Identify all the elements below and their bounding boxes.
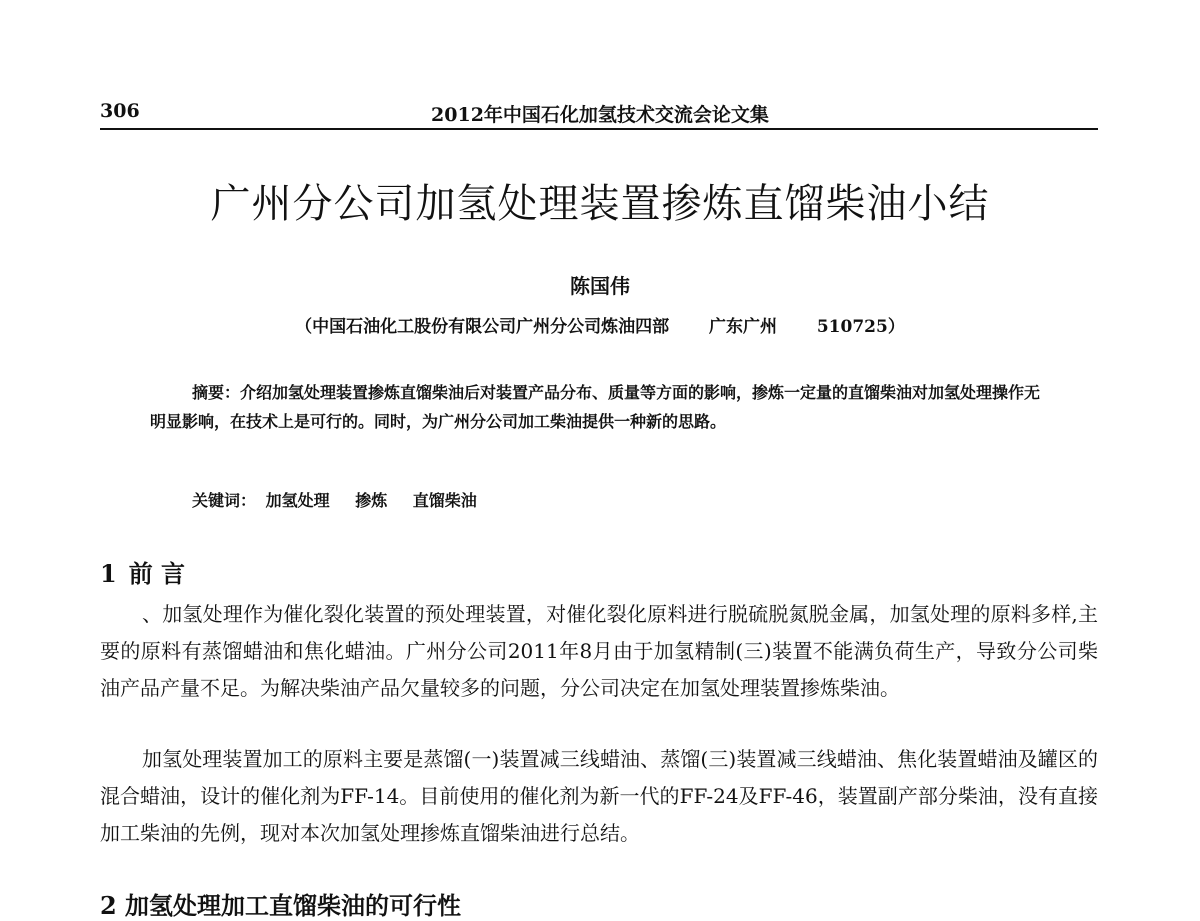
paper-title: 广州分公司加氢处理装置掺炼直馏柴油小结 — [210, 181, 990, 227]
keyword: 掺炼 — [355, 491, 388, 510]
affiliation-postcode: 510725） — [816, 317, 905, 337]
body-paragraph: 加氢处理装置加工的原料主要是蒸馏(一)装置减三线蜡油、蒸馏(三)装置减三线蜡油、焦化装置蜡油及罐区的混合蜡油，设计的催化剂为FF-14。目前使用的催化剂为新一代的FF-24及FF-46，装置副产部分柴油，没有直接加工柴油的先例，现对本次加氢处理掺炼直馏柴油进行总结。 — [100, 747, 1098, 845]
affiliation-org: （中国石油化工股份有限公司广州分公司炼油四部 — [295, 317, 670, 337]
author-name: 陈国伟 — [570, 274, 630, 298]
header-rule — [100, 128, 1098, 130]
section-heading-2: 2 加氢处理加工直馏柴油的可行性 — [100, 891, 462, 920]
running-header: 2012年中国石化加氢技术交流会论文集 — [431, 104, 769, 126]
section-title: 前 言 — [128, 559, 186, 588]
affiliation — [0, 312, 1200, 337]
section-number: 1 — [100, 559, 117, 588]
section-heading — [100, 554, 185, 589]
abstract: 摘要：介绍加氢处理装置掺炼直馏柴油后对装置产品分布、质量等方面的影响，掺炼一定量的直馏柴油对加氢处理操作无明显影响，在技术上是可行的。同时，为广州分公司加工柴油提供一种新的思路。 — [150, 383, 1041, 431]
page-number: 306 — [100, 100, 140, 122]
body-paragraph: 、加氢处理作为催化裂化装置的预处理装置，对催化裂化原料进行脱硫脱氮脱金属，加氢处理的原料多样,主要的原料有蒸馏蜡油和焦化蜡油。广州分公司2011年8月由于加氢精制(三)装置不能满负荷生产，导致分公司柴油产品产量不足。为解决柴油产品欠量较多的问题，分公司决定在加氢处理装置掺炼柴油。 — [100, 602, 1098, 700]
keyword: 加氢处理 — [265, 491, 330, 510]
keywords-label: 关键词： — [192, 491, 257, 510]
keywords — [192, 488, 497, 511]
affiliation-place: 广东广州 — [709, 317, 777, 337]
keyword: 直馏柴油 — [412, 491, 477, 510]
